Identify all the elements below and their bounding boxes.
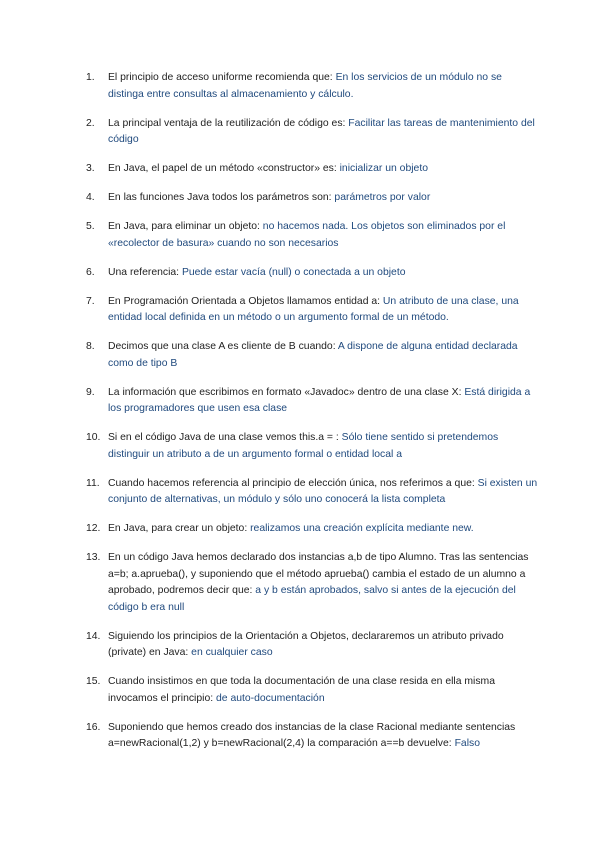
list-item [88, 116, 540, 149]
answer-text: parámetros por valor [334, 192, 431, 203]
item-number: 6. [86, 266, 95, 278]
list-item [88, 385, 540, 418]
answer-text: Si existen un conjunto de alternativas, un módulo y sólo uno conocerá la lista completa [108, 477, 538, 505]
item-number: 3. [86, 163, 95, 174]
list-item [88, 521, 540, 538]
list-item [88, 339, 540, 372]
question-text: La información que escribimos en formato «Javadoc» dentro de una clase X: [108, 386, 465, 398]
question-text: Si en el código Java de una clase vemos this.a = : [108, 432, 342, 443]
item-number: 15. [86, 676, 101, 687]
item-number: 14. [86, 630, 101, 642]
list-item [88, 476, 540, 509]
question-text: Cuando hacemos referencia al principio de elección única, nos referimos a que: [108, 477, 478, 489]
question-text: Una referencia: [108, 266, 182, 278]
item-number: 4. [86, 192, 95, 203]
list-item [88, 219, 540, 252]
answer-text: Facilitar las tareas de mantenimiento del código [108, 117, 535, 145]
answer-text: de auto-documentación [216, 692, 325, 704]
answer-text: Sólo tiene sentido si pretendemos distinguir un atributo a de un argumento formal o entidad local a [108, 432, 499, 460]
question-text: En Java, el papel de un método «constructor» es: [108, 163, 340, 174]
list-item [88, 161, 540, 178]
item-number: 7. [86, 295, 95, 307]
list-item [88, 674, 540, 707]
list-item [88, 430, 540, 463]
question-text: Suponiendo que hemos creado dos instancias de la clase Racional mediante sentencias a=newRacional(1,2) y b=newRacional(2,4) la comparación a==b devuelve: [108, 721, 516, 749]
item-number: 1. [86, 72, 95, 83]
item-number: 9. [86, 386, 95, 398]
item-number: 2. [86, 117, 95, 129]
question-text: En Java, para eliminar un objeto: [108, 221, 263, 232]
item-number: 13. [86, 552, 101, 563]
question-text: Decimos que una clase A es cliente de B cuando: [108, 341, 338, 352]
item-number: 11. [86, 477, 100, 489]
answer-text: Falso [454, 738, 480, 749]
answer-text: inicializar un objeto [339, 163, 428, 174]
answer-text: En los servicios de un módulo no se distinga entre consultas al almacenamiento y cálculo. [108, 72, 502, 100]
answer-text: realizamos una creación explícita mediante new. [250, 523, 474, 534]
item-number: 12. [86, 523, 101, 534]
list-item [88, 70, 540, 103]
answer-text: Está dirigida a los programadores que usen esa clase [108, 386, 531, 414]
item-number: 10. [86, 432, 101, 443]
item-number: 5. [86, 221, 95, 232]
answer-text: Un atributo de una clase, una entidad local definida en un método o un argumento formal de un método. [108, 295, 519, 323]
question-text: En un código Java hemos declarado dos instancias a,b de tipo Alumno. Tras las sentencias a=b; a.aprueba(), y suponiendo que el método aprueba() cambia el estado de un alumno a aprobado, podremos decir que: [108, 552, 529, 596]
question-text: Siguiendo los principios de la Orientación a Objetos, declararemos un atributo privado (private) en Java: [108, 630, 504, 658]
answer-text: no hacemos nada. Los objetos son eliminados por el «recolector de basura» cuando no son necesarios [108, 221, 506, 249]
item-number: 8. [86, 341, 95, 352]
item-number: 16. [86, 721, 101, 733]
list-item [88, 190, 540, 207]
answer-text: a y b están aprobados, salvo si antes de la ejecución del código b era null [108, 585, 516, 613]
list-item [88, 720, 540, 753]
answer-text: A dispone de alguna entidad declarada como de tipo B [108, 341, 518, 369]
answer-text: Puede estar vacía (null) o conectada a un objeto [181, 266, 406, 278]
question-text: La principal ventaja de la reutilización de código es: [108, 117, 349, 129]
question-text: Cuando insistimos en que toda la documentación de una clase resida en ella misma invocamos el principio: [108, 676, 495, 704]
question-text: En Programación Orientada a Objetos llamamos entidad a: [108, 295, 383, 307]
question-list [88, 70, 540, 753]
question-text: En Java, para crear un objeto: [108, 523, 251, 534]
list-item [88, 265, 540, 282]
list-item [88, 294, 540, 327]
list-item [88, 629, 540, 662]
question-text: En las funciones Java todos los parámetros son: [108, 192, 335, 203]
question-text: El principio de acceso uniforme recomienda que: [108, 72, 336, 83]
answer-text: en cualquier caso [191, 647, 273, 658]
list-item [88, 550, 540, 616]
